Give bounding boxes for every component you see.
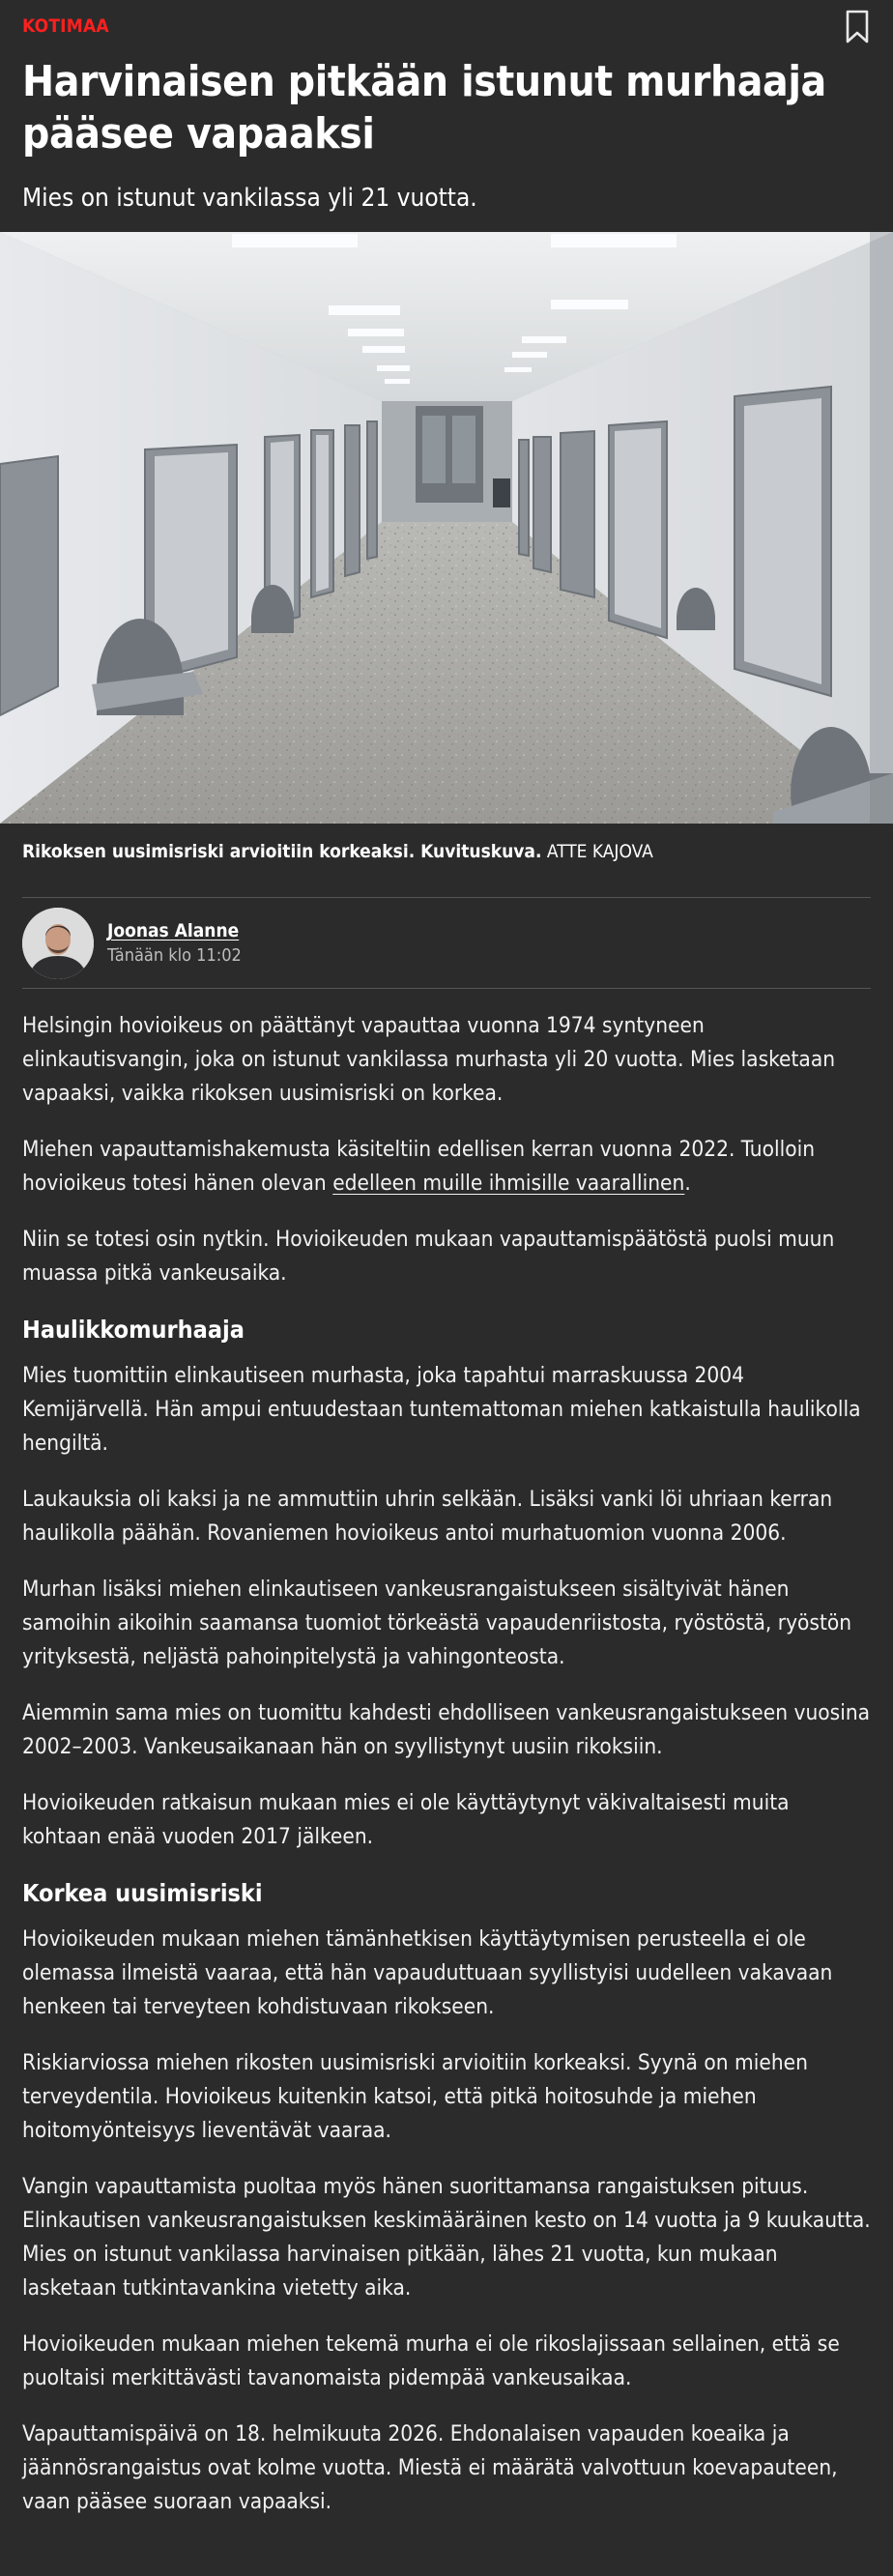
paragraph-3: Niin se totesi osin nytkin. Hovioikeuden mukaan vapauttamispäätöstä puolsi muun muassa pitkä vankeusaika. [22, 1227, 835, 1286]
paragraph-2 [22, 1133, 873, 1201]
paragraph-5: Laukauksia oli kaksi ja ne ammuttiin uhrin selkään. Lisäksi vanki löi uhriaan kerran haulikolla päähän. Rovaniemen hovioikeus antoi murhatuomion vuonna 2006. [22, 1487, 833, 1546]
dangerous-article-link[interactable]: edelleen muille ihmisille vaarallinen [332, 1171, 685, 1196]
publish-time: Tänään klo 11:02 [107, 945, 242, 966]
article-image [0, 232, 893, 824]
article-header [0, 0, 893, 50]
paragraph-2-text: Miehen vapauttamishakemusta käsiteltiin edellisen kerran vuonna 2022. Tuolloin hovioikeus totesi hänen olevan [22, 1137, 816, 1196]
image-caption-text: Rikoksen uusimisriski arvioitiin korkeaksi. Kuvituskuva. [22, 841, 542, 862]
byline [22, 907, 242, 980]
bookmark-icon[interactable] [845, 10, 870, 44]
paragraph-11: Vangin vapauttamista puoltaa myös hänen suorittamansa rangaistuksen pituus. Elinkautisen vankeusrangaistuksen keskimääräinen kesto on 14 vuotta ja 9 kuukautta. Mies on istunut vankilassa harvinaisen pitkään, lähes 21 vuotta, kun mukaan lasketaan tutkintavankina vietetty aika. [22, 2174, 871, 2301]
paragraph-8: Hovioikeuden ratkaisun mukaan mies ei ole käyttäytynyt väkivaltaisesti muita kohtaan enää vuoden 2017 jälkeen. [22, 1790, 790, 1849]
paragraph-4: Mies tuomittiin elinkautiseen murhasta, joka tapahtui marraskuussa 2004 Kemijärvellä. Hän ampui entuudestaan tuntemattoman miehen katkaistulla haulikolla hengiltä. [22, 1363, 861, 1456]
author-name-link[interactable]: Joonas Alanne [107, 920, 240, 941]
paragraph-10: Riskiarviossa miehen rikosten uusimisriski arvioitiin korkeaksi. Syynä on miehen terveydentila. Hovioikeus kuitenkin katsoi, että pitkä hoitosuhde ja miehen hoitomyönteisyys lieventävät vaaraa. [22, 2050, 808, 2143]
section-label[interactable]: KOTIMAA [22, 15, 109, 37]
author-photo-icon [22, 908, 94, 979]
subheading-korkea-uusimisriski: Korkea uusimisriski [22, 1879, 263, 1907]
author-meta [107, 919, 242, 968]
paragraph-9: Hovioikeuden mukaan miehen tämänhetkisen käyttäytymisen perusteella ei ole olemassa ilmeistä vaaraa, että hän vapauduttuaan syyllistyisi uudelleen vakavaan henkeen tai terveyteen kohdistuvaan rikokseen. [22, 1926, 833, 2019]
paragraph-1: Helsingin hovioikeus on päättänyt vapauttaa vuonna 1974 syntyneen elinkautisvangin, joka on istunut vankilassa murhasta yli 20 vuotta. Mies lasketaan vapaaksi, vaikka rikoksen uusimisriski on korkea. [22, 1013, 836, 1106]
paragraph-13: Vapauttamispäivä on 18. helmikuuta 2026. Ehdonalaisen vapauden koeaika ja jäännösrangaistus ovat kolme vuotta. Miestä ei määrätä valvottuun koevapauteen, vaan pääsee suoraan vapaaksi. [22, 2421, 838, 2514]
article-title: Harvinaisen pitkään istunut murhaaja pääsee vapaaksi [22, 57, 826, 159]
paragraph-7: Aiemmin sama mies on tuomittu kahdesti ehdolliseen vankeusrangaistukseen vuosina 2002–2003. Vankeusaikanaan hän on syyllistynyt uusiin rikoksiin. [22, 1700, 871, 1759]
article-body [22, 1009, 873, 2541]
author-avatar[interactable] [22, 908, 94, 979]
divider-top [22, 897, 871, 898]
paragraph-12: Hovioikeuden mukaan miehen tekemä murha ei ole rikoslajissaan sellainen, että se puoltaisi merkittävästi tavanomaista pidempää vankeusaikaa. [22, 2331, 840, 2390]
paragraph-6: Murhan lisäksi miehen elinkautiseen vankeusrangaistukseen sisältyivät hänen samoihin aikoihin saamansa tuomiot törkeästä vapaudenriistosta, ryöstöstä, ryöstön yrityksestä, neljästä pahoinpitelystä ja vahingonteosta. [22, 1577, 852, 1669]
image-caption [22, 839, 653, 864]
image-credit: ATTE KAJOVA [546, 841, 653, 862]
subheading-haulikkomurhaaja: Haulikkomurhaaja [22, 1316, 245, 1344]
divider-bottom [22, 988, 871, 989]
paragraph-2-end: . [684, 1171, 691, 1196]
article-lead: Mies on istunut vankilassa yli 21 vuotta. [22, 184, 477, 213]
prison-corridor-image [0, 232, 893, 824]
